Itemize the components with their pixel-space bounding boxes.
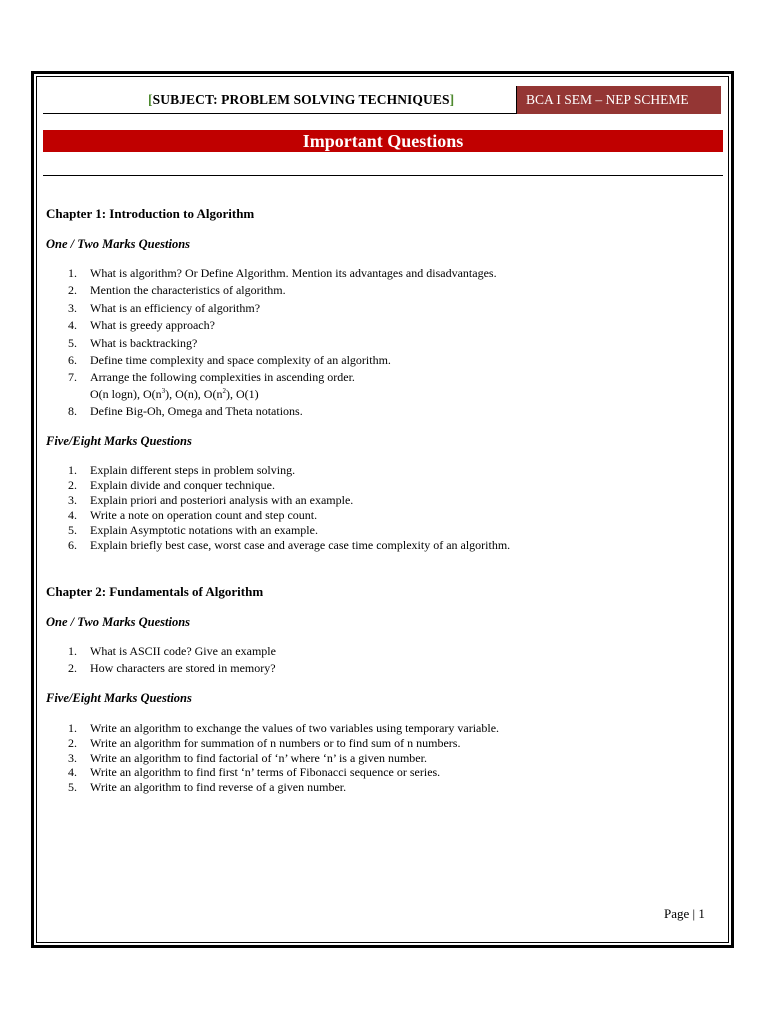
chapter1-long-heading: Five/Eight Marks Questions <box>46 434 192 448</box>
chapter2-heading: Chapter 2: Fundamentals of Algorithm <box>46 584 264 599</box>
chapter1-short-heading: One / Two Marks Questions <box>46 237 191 251</box>
subject-header <box>148 92 454 108</box>
chapter2-long-heading: Five/Eight Marks Questions <box>46 691 192 705</box>
page-number: Page | 1 <box>664 906 705 921</box>
subject-bracket-close: ] <box>449 92 455 107</box>
chapter1-heading: Chapter 1: Introduction to Algorithm <box>46 206 255 221</box>
scheme-badge: BCA I SEM – NEP SCHEME <box>516 86 721 114</box>
header-rule <box>43 113 517 114</box>
chapter2-short-heading: One / Two Marks Questions <box>46 615 191 629</box>
subject-bracket-open: [ <box>148 92 153 107</box>
page-title: Important Questions <box>43 130 723 152</box>
subject-text: SUBJECT: PROBLEM SOLVING TECHNIQUES <box>152 92 450 107</box>
title-divider <box>43 175 723 176</box>
